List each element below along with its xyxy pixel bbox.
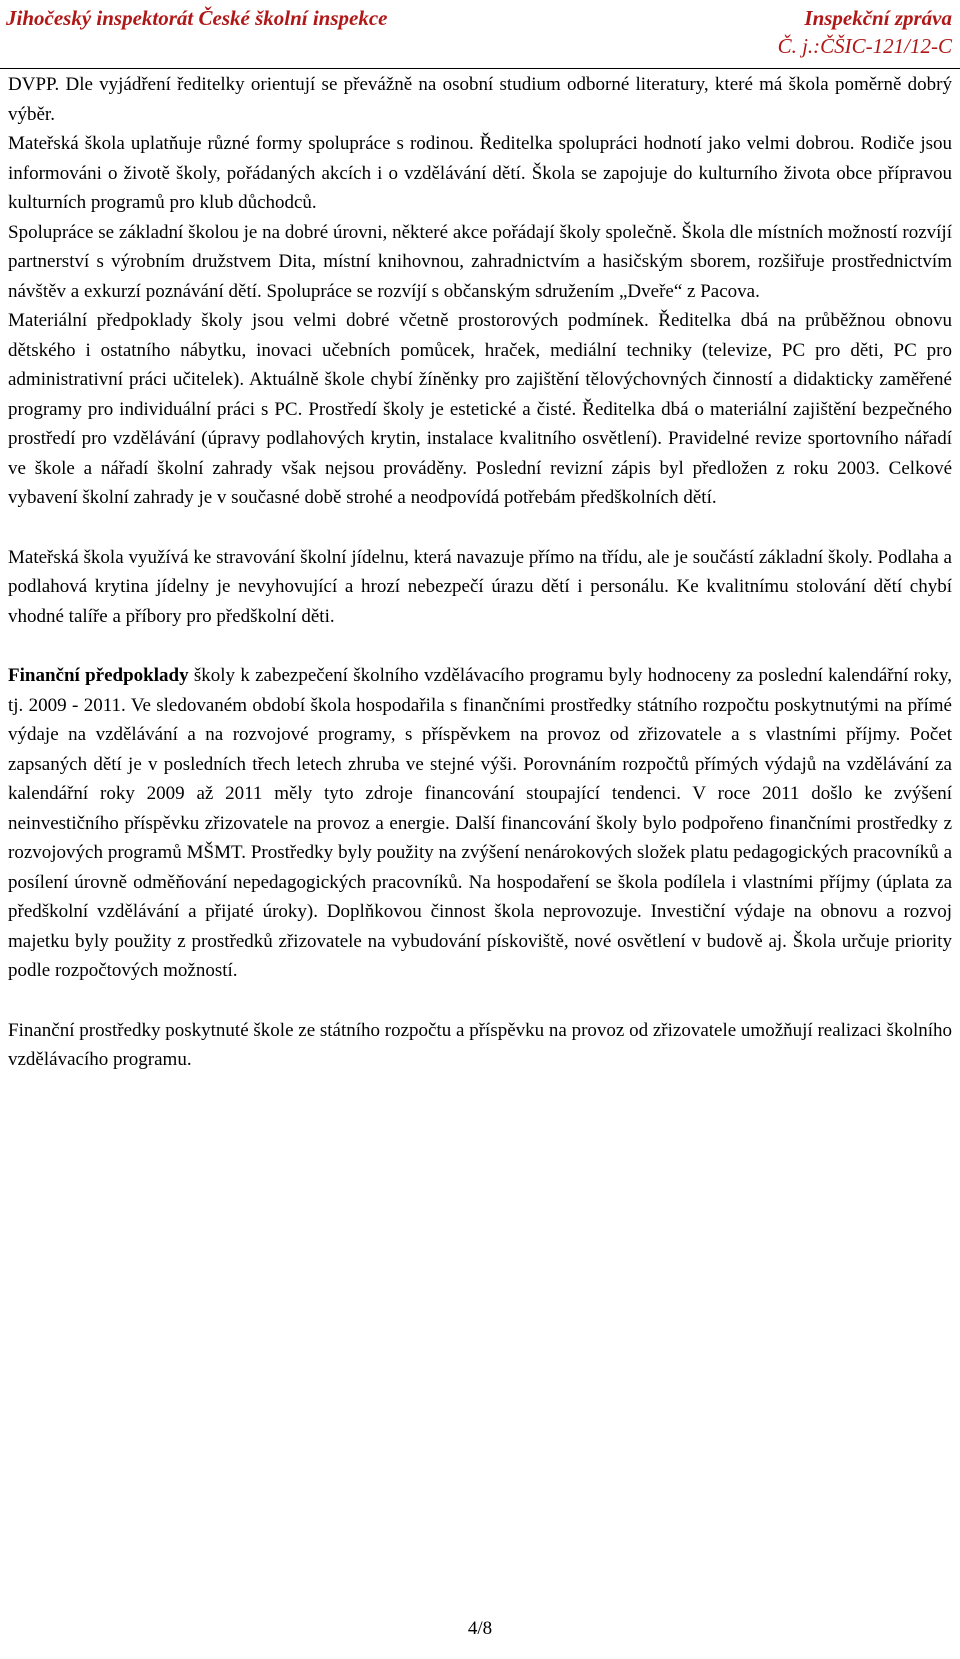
paragraph-family-cooperation: Mateřská škola uplatňuje různé formy spolupráce s rodinou. Ředitelka spolupráci hodnotí jako velmi dobrou. Rodiče jsou informováni o životě školy, pořádaných akcích i o vzdělávání dětí. Škola se zapojuje do kulturního života obce přípravou kulturních programů pro klub důchodců. [8, 133, 952, 213]
finance-text: školy k zabezpečení školního vzdělávacího programu byly hodnoceny za poslední kalendářní roky, tj. 2009 - 2011. Ve sledovaném období škola hospodařila s finančními prostředky státního rozpočtu poskytnutými na přímé výdaje na vzdělávání a na rozvojové programy, s příspěvkem na provoz od zřizovatele a s vlastními příjmy. Počet zapsaných dětí je v posledních třech letech zhruba ve stejné výši. Porovnáním rozpočtů přímých výdajů na vzdělávání za kalendářní roky 2009 až 2011 měly tyto zdroje financování stoupající tendenci. V roce 2011 došlo ke zvýšení neinvestičního příspěvku zřizovatele na provoz a energie. Další financování školy bylo podpořeno finančními prostředky z rozvojových programů MŠMT. Prostředky byly použity na zvýšení nenárokových složek platu pedagogických pracovníků a posílení úrovně odměňování nepedagogických pracovníků. Na hospodaření se škola podílela i vlastními příjmy (úplata za předškolní vzdělávání a přijaté úroky). Doplňkovou činnost škola neprovozuje. Investiční výdaje na obnovu a rozvoj majetku byly použity z prostředků zřizovatele na vybudování pískoviště, nové osvětlení v budově aj. Škola určuje priority podle rozpočtových možností. [8, 665, 953, 981]
reference-number: Č. j.:ČŠIC-121/12-C [777, 34, 952, 58]
paragraph-finance-summary: Finanční prostředky poskytnuté škole ze státního rozpočtu a příspěvku na provoz od zřizovatele umožňují realizaci školního vzdělávacího programu. [8, 1019, 952, 1070]
report-title: Inspekční zpráva [804, 6, 952, 30]
finance-heading: Finanční předpoklady [8, 665, 189, 686]
inspectorate-name: Jihočeský inspektorát České školní inspekce [6, 6, 388, 30]
document-body [8, 70, 952, 1075]
report-info [778, 4, 952, 60]
paragraph-canteen: Mateřská škola využívá ke stravování školní jídelnu, která navazuje přímo na třídu, ale je součástí základní školy. Podlaha a podlahová krytina jídelny je nevyhovující a hrozí nebezpečí úrazu dětí i personálu. Ke kvalitnímu stolování dětí chybí vhodné talíře a příbory pro předškolní děti. [8, 546, 952, 627]
paragraph-finance [8, 661, 952, 986]
page-header [0, 4, 960, 69]
paragraph-dvpp: DVPP. Dle vyjádření ředitelky orientují se převážně na osobní studium odborné literatury, které má škola poměrně dobrý výběr. [8, 74, 952, 125]
paragraph-school-cooperation: Spolupráce se základní školou je na dobré úrovni, některé akce pořádají školy společně. Škola dle místních možností rozvíjí partnerství s výrobním družstvem Dita, místní knihovnou, zahradnictvím a hasičským sborem, rozšiřuje prostřednictvím návštěv a exkurzí poznávání dětí. Spolupráce se rozvíjí s občanským sdružením „Dveře“ z Pacova. [8, 221, 952, 302]
paragraph-material-conditions: Materiální předpoklady školy jsou velmi dobré včetně prostorových podmínek. Ředitelka dbá na průběžnou obnovu dětského i ostatního nábytku, inovaci učebních pomůcek, hraček, mediální techniky (televize, PC pro děti, PC pro administrativní práci učitelek). Aktuálně škole chybí žíněnky pro zajištění tělovýchovných činností a didakticky zaměřené programy pro individuální práci s PC. Prostředí školy je estetické a čisté. Ředitelka dbá o materiální zajištění bezpečného prostředí pro vzdělávání (úpravy podlahových krytin, instalace kvalitního osvětlení). Pravidelné revize sportovního nářadí ve škole a nářadí školní zahrady však nejsou prováděny. Poslední revizní zápis byl předložen z roku 2003. Celkové vybavení školní zahrady je v současné době strohé a neodpovídá potřebám předškolních dětí. [8, 310, 952, 508]
page-number: 4/8 [467, 1618, 493, 1639]
